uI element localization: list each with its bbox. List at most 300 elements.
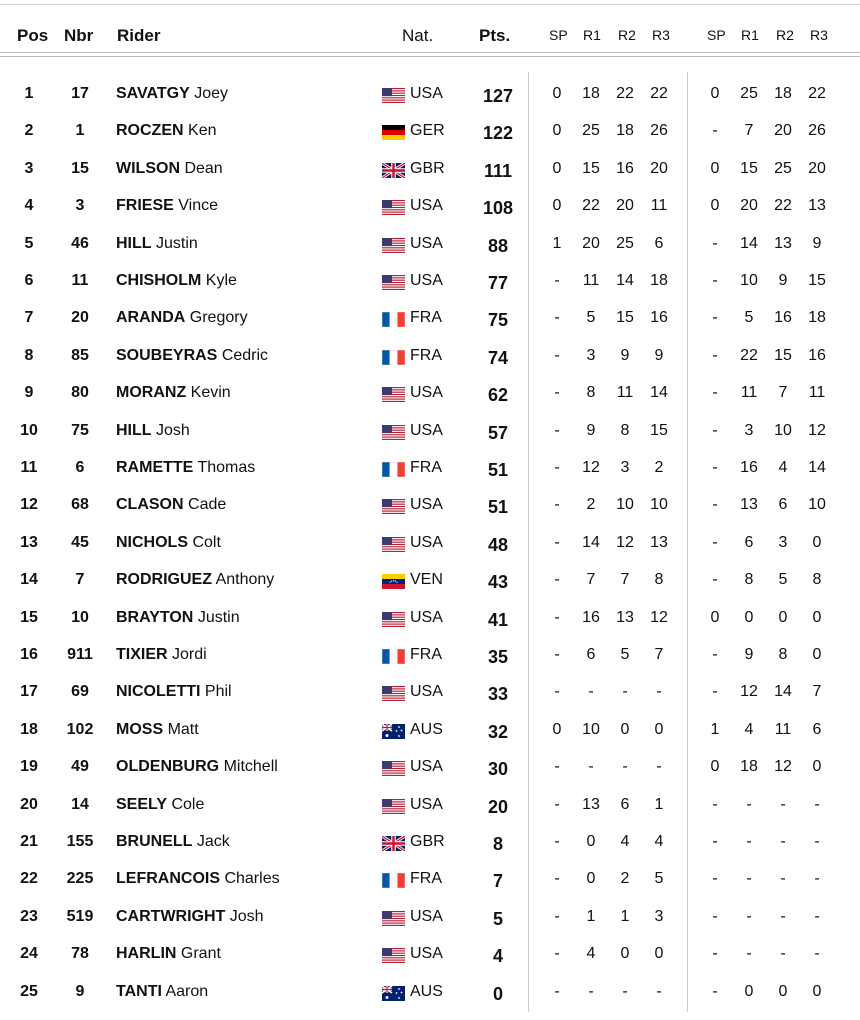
row-pos: 22 bbox=[20, 870, 38, 888]
row-g1-score: 9 bbox=[654, 346, 664, 364]
table-row bbox=[0, 898, 860, 935]
row-g1-score: 18 bbox=[616, 122, 634, 140]
row-g2-score: 15 bbox=[808, 272, 826, 289]
row-g2-score: 0 bbox=[710, 159, 720, 177]
row-g2-score: 14 bbox=[774, 683, 792, 701]
row-rider bbox=[116, 758, 278, 776]
row-rider bbox=[116, 721, 199, 739]
row-rider bbox=[116, 384, 231, 402]
row-points: 62 bbox=[487, 385, 509, 406]
header-pos: Pos bbox=[17, 26, 49, 45]
rider-last-name: WILSON bbox=[116, 159, 180, 177]
row-number: 68 bbox=[71, 496, 89, 514]
rider-first-name: Vince bbox=[178, 197, 218, 215]
row-pos: 16 bbox=[20, 646, 38, 663]
row-points: 8 bbox=[492, 834, 503, 854]
row-g2-score: 20 bbox=[774, 122, 792, 140]
row-pos: 12 bbox=[20, 496, 38, 514]
row-g2-score: 3 bbox=[778, 533, 788, 551]
row-g1-score: - bbox=[554, 945, 560, 963]
table-row bbox=[0, 486, 860, 523]
row-pos: 15 bbox=[20, 608, 38, 626]
row-g2-score: 6 bbox=[812, 720, 822, 738]
rider-first-name: Matt bbox=[167, 720, 199, 738]
row-g2-score: 15 bbox=[774, 346, 792, 364]
row-g2-score: 0 bbox=[744, 608, 754, 626]
rider-first-name: Ken bbox=[188, 122, 217, 140]
row-g1-score: 0 bbox=[620, 720, 630, 738]
rider-first-name: Jack bbox=[196, 833, 230, 850]
row-g1-score: - bbox=[554, 833, 560, 850]
row-g2-score: - bbox=[712, 496, 718, 514]
row-g1-score: 13 bbox=[582, 795, 600, 813]
table-row bbox=[0, 935, 860, 972]
row-g2-score: 0 bbox=[812, 533, 822, 551]
flag-usa-icon bbox=[382, 686, 405, 701]
flag-fra-icon bbox=[382, 649, 405, 664]
row-number: 11 bbox=[71, 272, 89, 289]
row-pos: 4 bbox=[24, 197, 34, 215]
flag-gbr-icon bbox=[382, 163, 405, 178]
row-g2-score: - bbox=[712, 571, 718, 589]
row-g2-score: - bbox=[712, 795, 718, 813]
row-g1-score: 0 bbox=[552, 122, 562, 140]
header-rule-1 bbox=[0, 52, 860, 53]
table-row bbox=[0, 973, 860, 1010]
row-points: 74 bbox=[487, 347, 509, 368]
row-number: 3 bbox=[75, 197, 85, 215]
row-g2-score: 18 bbox=[740, 758, 758, 776]
row-g2-score: 11 bbox=[808, 384, 826, 402]
flag-usa-icon bbox=[382, 537, 405, 552]
row-rider bbox=[116, 534, 221, 552]
row-g1-score: 8 bbox=[620, 421, 630, 439]
rider-last-name: NICOLETTI bbox=[116, 683, 201, 701]
table-row bbox=[0, 823, 860, 860]
rider-first-name: Cedric bbox=[221, 346, 269, 364]
row-g1-score: 1 bbox=[586, 907, 596, 925]
row-g1-score: - bbox=[656, 758, 662, 776]
row-g2-score: - bbox=[712, 421, 718, 439]
flag-usa-icon bbox=[382, 88, 405, 103]
row-g1-score: - bbox=[656, 982, 662, 1000]
rider-first-name: Justin bbox=[197, 608, 240, 626]
row-g1-score: 2 bbox=[620, 870, 630, 888]
row-g1-score: - bbox=[588, 758, 594, 776]
row-g2-score: 14 bbox=[740, 234, 758, 252]
row-g1-score: - bbox=[554, 533, 560, 551]
row-nationality: USA bbox=[410, 384, 443, 402]
row-g1-score: 20 bbox=[582, 234, 600, 252]
row-g2-score: - bbox=[712, 346, 718, 364]
row-points: 7 bbox=[492, 871, 503, 892]
row-rider bbox=[116, 609, 240, 627]
row-g2-score: 6 bbox=[778, 496, 788, 514]
rider-first-name: Phil bbox=[204, 683, 232, 701]
row-g2-score: - bbox=[712, 384, 718, 402]
row-points: 0 bbox=[492, 983, 503, 1004]
row-g1-score: 20 bbox=[650, 159, 668, 177]
row-pos: 21 bbox=[20, 833, 38, 850]
row-pos: 14 bbox=[20, 571, 38, 589]
rider-first-name: Aaron bbox=[165, 982, 209, 1000]
row-g2-score: 0 bbox=[812, 758, 822, 776]
header-g1-r3: R3 bbox=[652, 27, 670, 43]
row-g1-score: 25 bbox=[582, 122, 600, 140]
row-nationality: USA bbox=[410, 608, 443, 626]
row-number: 69 bbox=[71, 683, 89, 701]
flag-usa-icon bbox=[382, 911, 405, 926]
row-g2-score: - bbox=[746, 907, 752, 925]
row-points: 127 bbox=[482, 86, 514, 106]
row-g2-score: - bbox=[746, 795, 752, 813]
row-nationality: USA bbox=[410, 945, 443, 963]
row-g1-score: 18 bbox=[582, 85, 600, 102]
header-g2-r1: R1 bbox=[741, 27, 759, 43]
row-pos: 5 bbox=[24, 234, 34, 252]
table-row bbox=[0, 75, 860, 112]
row-nationality: GER bbox=[410, 122, 445, 140]
table-row bbox=[0, 599, 860, 636]
row-points: 51 bbox=[487, 497, 509, 518]
row-g2-score: - bbox=[712, 459, 718, 476]
row-pos: 10 bbox=[20, 421, 38, 439]
rider-first-name: Dean bbox=[184, 159, 223, 177]
rider-first-name: Kevin bbox=[190, 384, 231, 402]
row-g1-score: 11 bbox=[582, 272, 600, 289]
row-g1-score: 12 bbox=[650, 608, 668, 626]
rider-last-name: TANTI bbox=[116, 982, 162, 1000]
rider-first-name: Thomas bbox=[197, 459, 256, 476]
row-points: 108 bbox=[482, 198, 514, 219]
row-rider bbox=[116, 870, 280, 888]
row-g2-score: 10 bbox=[740, 272, 758, 289]
row-g1-score: 20 bbox=[616, 197, 634, 215]
row-g1-score: 0 bbox=[654, 945, 664, 963]
rider-last-name: OLDENBURG bbox=[116, 758, 220, 776]
row-g2-score: 12 bbox=[774, 758, 792, 776]
row-nationality: USA bbox=[410, 421, 443, 439]
row-g2-score: 0 bbox=[710, 758, 720, 776]
header-pts: Pts. bbox=[479, 26, 511, 45]
row-nationality: FRA bbox=[410, 646, 442, 663]
row-g1-score: 26 bbox=[650, 122, 668, 140]
row-nationality: FRA bbox=[410, 870, 442, 888]
row-g2-score: - bbox=[814, 907, 820, 925]
row-points: 88 bbox=[487, 235, 509, 256]
row-g1-score: 14 bbox=[616, 272, 634, 289]
table-row bbox=[0, 860, 860, 897]
rider-last-name: ARANDA bbox=[116, 309, 186, 327]
table-row bbox=[0, 786, 860, 823]
row-g1-score: - bbox=[554, 496, 560, 514]
row-g1-score: 7 bbox=[620, 571, 630, 589]
row-g2-score: - bbox=[780, 833, 786, 850]
row-g1-score: - bbox=[554, 982, 560, 1000]
row-rider bbox=[116, 945, 221, 963]
row-g1-score: - bbox=[588, 982, 594, 1000]
table-row bbox=[0, 299, 860, 336]
row-g1-score: - bbox=[554, 683, 560, 701]
row-g1-score: 0 bbox=[552, 720, 562, 738]
row-g2-score: - bbox=[712, 234, 718, 252]
row-g1-score: 18 bbox=[650, 272, 668, 289]
row-g2-score: 1 bbox=[710, 720, 720, 738]
row-g2-score: 12 bbox=[740, 683, 758, 701]
row-g1-score: 4 bbox=[586, 945, 596, 963]
row-g2-score: 0 bbox=[812, 646, 822, 663]
row-g2-score: 8 bbox=[812, 571, 822, 589]
row-g1-score: 22 bbox=[582, 197, 600, 215]
row-number: 17 bbox=[71, 85, 89, 102]
row-g1-score: - bbox=[554, 309, 560, 327]
rider-first-name: Kyle bbox=[205, 272, 237, 289]
row-g2-score: - bbox=[712, 683, 718, 701]
row-g1-score: 1 bbox=[620, 907, 630, 925]
row-g2-score: 9 bbox=[812, 234, 822, 252]
row-g1-score: 7 bbox=[654, 646, 664, 663]
row-g1-score: 11 bbox=[616, 384, 634, 402]
row-points: 122 bbox=[482, 123, 514, 144]
row-g1-score: 8 bbox=[586, 384, 596, 402]
row-g2-score: - bbox=[814, 870, 820, 888]
row-g1-score: 0 bbox=[586, 870, 596, 888]
row-pos: 7 bbox=[24, 309, 34, 327]
flag-usa-icon bbox=[382, 761, 405, 776]
row-g1-score: 12 bbox=[616, 533, 634, 551]
rider-first-name: Josh bbox=[229, 907, 264, 925]
row-number: 45 bbox=[71, 533, 89, 551]
row-nationality: USA bbox=[410, 197, 443, 215]
row-rider bbox=[116, 496, 226, 514]
row-rider bbox=[116, 160, 223, 178]
rider-last-name: MORANZ bbox=[116, 384, 187, 402]
table-row bbox=[0, 112, 860, 149]
row-points: 43 bbox=[487, 572, 509, 593]
row-rider bbox=[116, 422, 190, 440]
row-g1-score: 12 bbox=[582, 459, 600, 476]
row-g1-score: 14 bbox=[582, 533, 600, 551]
row-g1-score: 0 bbox=[620, 945, 630, 963]
row-g1-score: 25 bbox=[616, 234, 634, 252]
row-g1-score: 0 bbox=[586, 833, 596, 850]
row-g2-score: 12 bbox=[808, 421, 826, 439]
row-pos: 8 bbox=[24, 346, 34, 364]
row-g2-score: 22 bbox=[808, 85, 826, 102]
flag-ger-icon bbox=[382, 125, 405, 140]
table-row bbox=[0, 225, 860, 262]
row-points: 51 bbox=[487, 460, 509, 480]
row-number: 10 bbox=[71, 608, 89, 626]
rider-first-name: Mitchell bbox=[223, 758, 278, 776]
rider-last-name: MOSS bbox=[116, 720, 164, 738]
row-points: 30 bbox=[487, 759, 509, 780]
row-pos: 25 bbox=[20, 982, 38, 1000]
table-row bbox=[0, 748, 860, 785]
table-row bbox=[0, 524, 860, 561]
row-nationality: USA bbox=[410, 758, 443, 776]
row-g1-score: - bbox=[622, 758, 628, 776]
row-pos: 3 bbox=[24, 159, 34, 177]
row-g2-score: 0 bbox=[778, 982, 788, 1000]
row-g1-score: - bbox=[554, 758, 560, 776]
row-number: 14 bbox=[71, 795, 89, 813]
table-row bbox=[0, 412, 860, 449]
flag-usa-icon bbox=[382, 387, 405, 402]
row-g2-score: 22 bbox=[740, 346, 758, 364]
row-g2-score: - bbox=[712, 122, 718, 140]
rider-first-name: Cole bbox=[171, 795, 205, 813]
row-rider bbox=[116, 833, 230, 851]
row-g1-score: - bbox=[656, 683, 662, 701]
row-g1-score: 10 bbox=[650, 496, 668, 514]
row-g2-score: - bbox=[780, 795, 786, 813]
row-g2-score: 22 bbox=[774, 197, 792, 215]
row-pos: 20 bbox=[20, 795, 38, 813]
row-number: 80 bbox=[71, 384, 89, 402]
row-g2-score: - bbox=[712, 309, 718, 327]
row-g1-score: 5 bbox=[654, 870, 664, 888]
row-number: 75 bbox=[71, 421, 89, 439]
header-nbr: Nbr bbox=[64, 26, 94, 45]
row-number: 1 bbox=[75, 122, 85, 140]
row-g1-score: 4 bbox=[620, 833, 630, 850]
row-g1-score: 8 bbox=[654, 571, 664, 589]
row-g1-score: - bbox=[554, 646, 560, 663]
row-rider bbox=[116, 796, 204, 814]
row-rider bbox=[116, 235, 198, 253]
row-g2-score: - bbox=[712, 870, 718, 888]
row-nationality: USA bbox=[410, 907, 443, 925]
row-g1-score: 6 bbox=[654, 234, 664, 252]
table-row bbox=[0, 150, 860, 187]
row-g2-score: - bbox=[746, 870, 752, 888]
row-g2-score: 13 bbox=[740, 496, 758, 514]
row-pos: 1 bbox=[24, 85, 34, 102]
row-g2-score: 20 bbox=[740, 197, 758, 215]
row-g1-score: - bbox=[554, 459, 560, 476]
row-pos: 18 bbox=[20, 720, 38, 738]
row-g1-score: 14 bbox=[650, 384, 668, 402]
rider-last-name: FRIESE bbox=[116, 197, 174, 215]
row-g2-score: 18 bbox=[808, 309, 826, 327]
row-g2-score: 4 bbox=[744, 720, 754, 738]
row-g2-score: 0 bbox=[710, 85, 720, 102]
row-g2-score: 13 bbox=[774, 234, 792, 252]
row-nationality: AUS bbox=[410, 720, 443, 738]
header-top-rule bbox=[0, 4, 860, 5]
row-nationality: USA bbox=[410, 795, 443, 813]
row-g1-score: 3 bbox=[586, 346, 596, 364]
row-nationality: FRA bbox=[410, 309, 442, 327]
table-row bbox=[0, 262, 860, 299]
flag-usa-icon bbox=[382, 948, 405, 963]
row-g1-score: 16 bbox=[582, 608, 600, 626]
row-g2-score: 9 bbox=[744, 646, 754, 663]
row-g2-score: 11 bbox=[740, 384, 758, 402]
row-rider bbox=[116, 347, 268, 365]
row-pos: 19 bbox=[20, 758, 38, 776]
row-g2-score: 0 bbox=[812, 608, 822, 626]
row-g2-score: 15 bbox=[740, 159, 758, 177]
row-pos: 13 bbox=[20, 533, 38, 551]
rider-last-name: RODRIGUEZ bbox=[116, 571, 212, 589]
row-pos: 9 bbox=[24, 384, 34, 402]
row-g2-score: - bbox=[814, 833, 820, 850]
row-g2-score: 8 bbox=[778, 646, 788, 663]
table-row bbox=[0, 187, 860, 224]
row-g2-score: - bbox=[814, 795, 820, 813]
row-pos: 24 bbox=[20, 945, 38, 963]
row-g1-score: 13 bbox=[616, 608, 634, 626]
row-g1-score: 22 bbox=[616, 85, 634, 102]
rider-first-name: Cade bbox=[188, 496, 227, 514]
row-points: 41 bbox=[487, 609, 509, 630]
row-g1-score: 1 bbox=[552, 234, 562, 252]
row-g1-score: - bbox=[554, 384, 560, 402]
row-g1-score: 0 bbox=[552, 85, 562, 102]
row-rider bbox=[116, 197, 218, 215]
row-number: 225 bbox=[66, 870, 94, 888]
table-row bbox=[0, 337, 860, 374]
row-number: 20 bbox=[71, 309, 89, 327]
rider-last-name: SAVATGY bbox=[116, 85, 190, 102]
rider-last-name: RAMETTE bbox=[116, 459, 194, 476]
row-g2-score: - bbox=[712, 272, 718, 289]
row-g2-score: 16 bbox=[808, 346, 826, 364]
row-g1-score: - bbox=[554, 907, 560, 925]
row-g1-score: 15 bbox=[650, 421, 668, 439]
rider-last-name: HILL bbox=[116, 234, 152, 252]
flag-usa-icon bbox=[382, 425, 405, 440]
row-g2-score: 0 bbox=[812, 982, 822, 1000]
row-number: 6 bbox=[75, 459, 85, 476]
row-points: 4 bbox=[492, 946, 503, 967]
row-g2-score: - bbox=[712, 646, 718, 663]
row-g2-score: 8 bbox=[744, 571, 754, 589]
row-g1-score: 10 bbox=[582, 720, 600, 738]
rider-last-name: SEELY bbox=[116, 795, 167, 813]
table-row bbox=[0, 711, 860, 748]
row-g1-score: 15 bbox=[616, 309, 634, 327]
row-number: 46 bbox=[71, 234, 89, 252]
row-g2-score: 3 bbox=[744, 421, 754, 439]
row-g1-score: - bbox=[588, 683, 594, 701]
row-g2-score: 16 bbox=[740, 459, 758, 476]
row-pos: 2 bbox=[24, 122, 34, 140]
flag-usa-icon bbox=[382, 499, 405, 514]
flag-usa-icon bbox=[382, 275, 405, 290]
row-nationality: GBR bbox=[410, 833, 445, 850]
row-rider bbox=[116, 272, 237, 290]
row-pos: 6 bbox=[24, 272, 34, 289]
row-g1-score: - bbox=[554, 272, 560, 289]
row-g2-score: 5 bbox=[778, 571, 788, 589]
row-g1-score: - bbox=[622, 982, 628, 1000]
rider-first-name: Justin bbox=[156, 234, 198, 252]
row-g2-score: - bbox=[780, 945, 786, 963]
table-row bbox=[0, 636, 860, 673]
row-g2-score: - bbox=[746, 833, 752, 850]
row-rider bbox=[116, 309, 248, 327]
row-g2-score: 13 bbox=[808, 197, 826, 215]
row-nationality: VEN bbox=[410, 571, 443, 589]
row-g1-score: 9 bbox=[586, 421, 596, 439]
row-nationality: USA bbox=[410, 533, 443, 551]
row-g1-score: 13 bbox=[650, 533, 668, 551]
row-g2-score: 4 bbox=[778, 459, 788, 476]
row-points: 75 bbox=[487, 310, 509, 331]
